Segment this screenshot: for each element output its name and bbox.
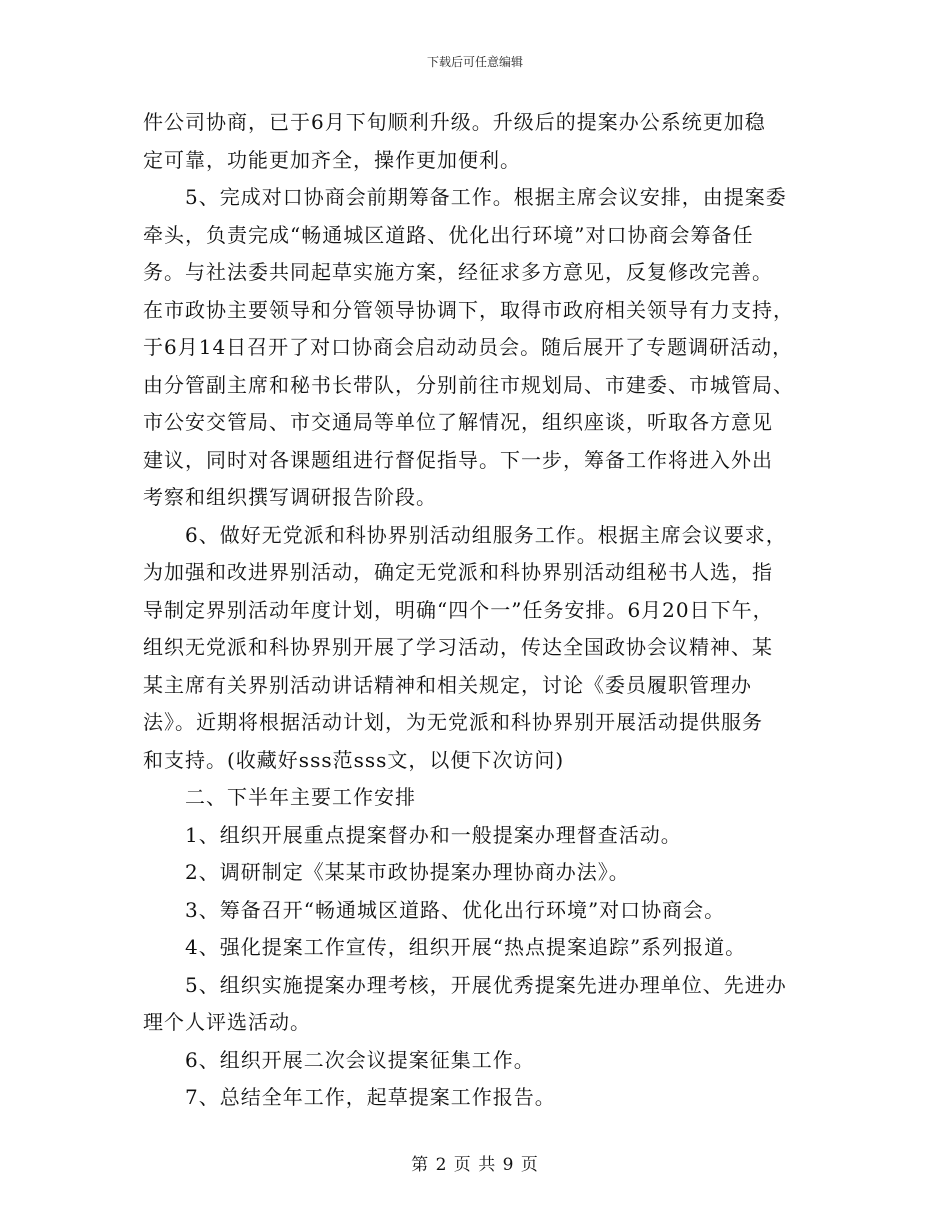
text-line: 2、调研制定《某某市政协提案办理协商办法》。	[185, 860, 630, 884]
text-line: 5、完成对口协商会前期筹备工作。根据主席会议安排，由提案委	[185, 185, 787, 209]
text-line: 6、做好无党派和科协界别活动组服务工作。根据主席会议要求，	[185, 522, 787, 547]
text-line: 1、组织开展重点提案督办和一般提案办理督查活动。	[185, 822, 682, 847]
text-line: 理个人评选活动。	[143, 1010, 311, 1034]
text-line: 为加强和改进界别活动，确定无党派和科协界别活动组秘书人选，指	[143, 560, 773, 584]
text-line: 件公司协商，已于6月下旬顺利升级。升级后的提案办公系统更加稳	[143, 110, 766, 134]
text-line: 7、总结全年工作，起草提案工作报告。	[185, 1085, 556, 1109]
text-line: 市公安交管局、市交通局等单位了解情况，组织座谈，听取各方意见	[143, 410, 773, 434]
text-line: 法》。近期将根据活动计划，为无党派和科协界别开展活动提供服务	[143, 710, 763, 734]
text-line: 建议，同时对各课题组进行督促指导。下一步，筹备工作将进入外出	[143, 447, 773, 472]
text-line: 5、组织实施提案办理考核，开展优秀提案先进办理单位、先进办	[185, 972, 787, 997]
text-line: 于6月14日召开了对口协商会启动动员会。随后展开了专题调研活动，	[143, 335, 794, 359]
page-header: 下载后可任意编辑	[426, 55, 523, 69]
document-body	[143, 104, 823, 1117]
text-line: 在市政协主要领导和分管领导协调下，取得市政府相关领导有力支持，	[143, 297, 794, 322]
text-line: 某主席有关界别活动讲话精神和相关规定，讨论《委员履职管理办	[143, 672, 752, 697]
page-footer: 第 2 页 共 9 页	[411, 1155, 539, 1175]
text-line: 务。与社法委共同起草实施方案，经征求多方意见，反复修改完善。	[143, 260, 773, 284]
text-line: 3、筹备召开“畅通城区道路、优化出行环境”对口协商会。	[185, 897, 726, 922]
text-line: 组织无党派和科协界别开展了学习活动，传达全国政协会议精神、某	[143, 635, 773, 659]
text-line: 牵头，负责完成“畅通城区道路、优化出行环境”对口协商会筹备任	[143, 222, 754, 247]
text-line: 由分管副主席和秘书长带队，分别前往市规划局、市建委、市城管局、	[143, 372, 794, 397]
text-line: 定可靠，功能更加齐全，操作更加便利。	[143, 147, 521, 172]
text-line: 导制定界别活动年度计划，明确“四个一”任务安排。6月20日下午，	[143, 597, 774, 622]
text-line: 考察和组织撰写调研报告阶段。	[143, 485, 437, 509]
text-line: 二、下半年主要工作安排	[185, 785, 416, 809]
text-line: 6、组织开展二次会议提案征集工作。	[185, 1047, 535, 1072]
text-line: 和支持。(收藏好sss范sss文，以便下次访问)	[143, 747, 565, 772]
text-line: 4、强化提案工作宣传，组织开展“热点提案追踪”系列报道。	[185, 935, 747, 959]
